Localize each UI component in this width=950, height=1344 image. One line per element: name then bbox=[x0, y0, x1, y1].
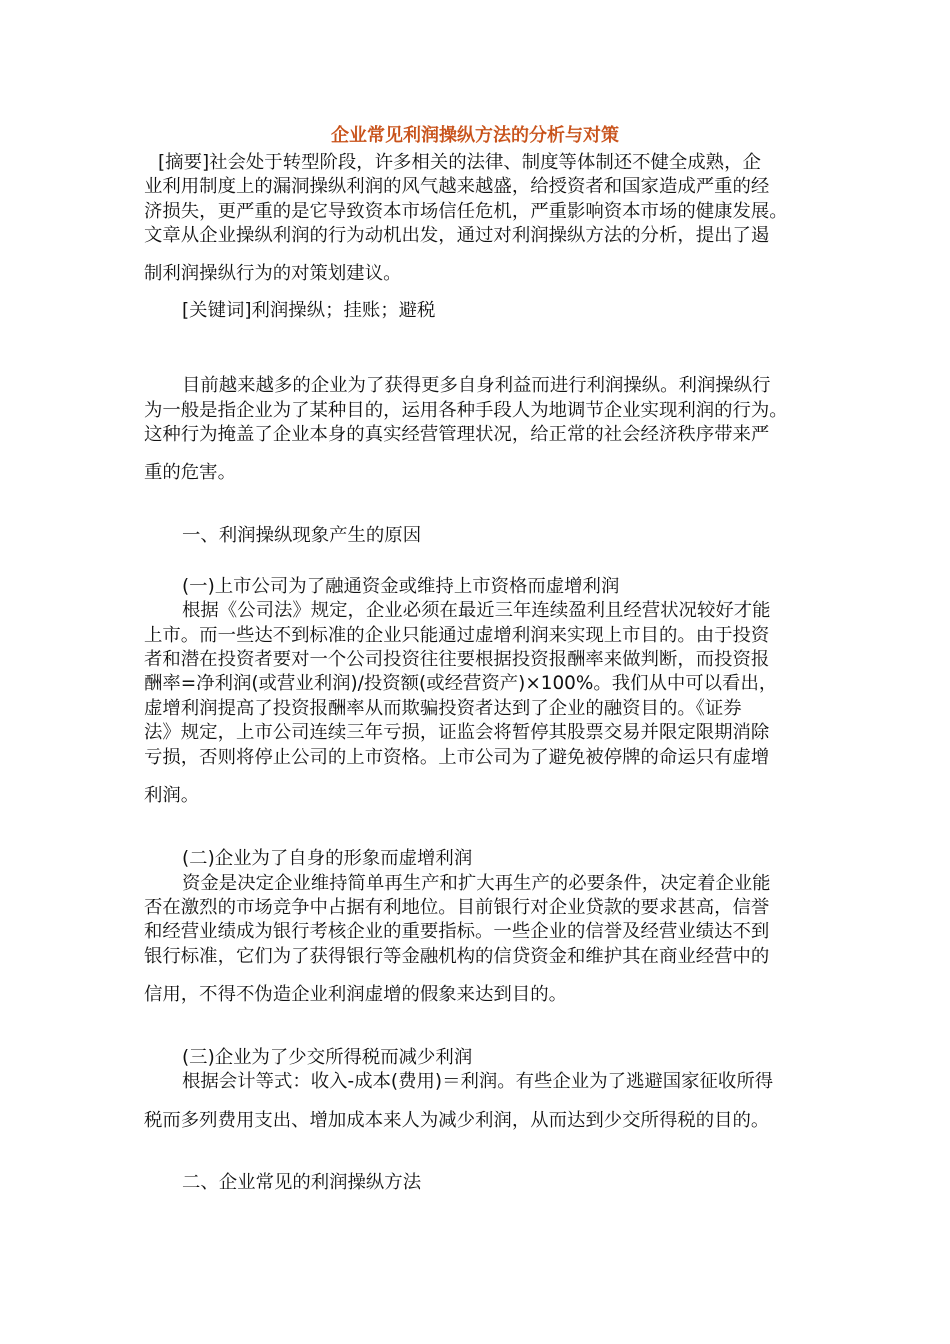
body-line: 酬率=净利润(或营业利润)/投资额(或经营资产)×100%。我们从中可以看出， bbox=[144, 673, 778, 694]
document-title: 企业常见利润操纵方法的分析与对策 bbox=[331, 125, 619, 146]
body-line: 利润。 bbox=[144, 785, 200, 806]
body-line: 法》规定，上市公司连续三年亏损，证监会将暂停其股票交易并限定限期消除 bbox=[144, 722, 770, 743]
body-line: 信用，不得不伪造企业利润虚增的假象来达到目的。 bbox=[144, 984, 567, 1005]
keywords-line: [关键词]利润操纵；挂账；避税 bbox=[182, 300, 436, 321]
intro-line: 重的危害。 bbox=[144, 462, 236, 483]
body-line: 者和潜在投资者要对一个公司投资往往要根据投资报酬率来做判断，而投资报 bbox=[144, 649, 770, 670]
subsection-heading: (一)上市公司为了融通资金或维持上市资格而虚增利润 bbox=[182, 576, 620, 597]
intro-line: 这种行为掩盖了企业本身的真实经营管理状况，给正常的社会经济秩序带来严 bbox=[144, 424, 770, 445]
subsection-heading: (三)企业为了少交所得税而减少利润 bbox=[182, 1047, 473, 1068]
abstract-line: 济损失，更严重的是它导致资本市场信任危机，严重影响资本市场的健康发展。 bbox=[144, 201, 788, 222]
subsection-heading: (二)企业为了自身的形象而虚增利润 bbox=[182, 848, 473, 869]
body-line: 银行标准，它们为了获得银行等金融机构的信贷资金和维护其在商业经营中的 bbox=[144, 946, 770, 967]
body-line: 和经营业绩成为银行考核企业的重要指标。一些企业的信誉及经营业绩达不到 bbox=[144, 921, 770, 942]
intro-line: 目前越来越多的企业为了获得更多自身利益而进行利润操纵。利润操纵行 bbox=[182, 375, 771, 396]
intro-line: 为一般是指企业为了某种目的，运用各种手段人为地调节企业实现利润的行为。 bbox=[144, 400, 788, 421]
abstract-line: 文章从企业操纵利润的行为动机出发，通过对利润操纵方法的分析，提出了遏 bbox=[144, 225, 770, 246]
abstract-line: 业利用制度上的漏洞操纵利润的风气越来越盛，给授资者和国家造成严重的经 bbox=[144, 176, 770, 197]
body-line: 税而多列费用支出、增加成本来人为减少利润，从而达到少交所得税的目的。 bbox=[144, 1110, 770, 1131]
body-line: 上市。而一些达不到标准的企业只能通过虚增利润来实现上市目的。由于投资 bbox=[144, 625, 770, 646]
body-line: 虚增利润提高了投资报酬率从而欺骗投资者达到了企业的融资目的。《证券 bbox=[144, 698, 742, 719]
body-line: 亏损，否则将停止公司的上市资格。上市公司为了避免被停牌的命运只有虚增 bbox=[144, 747, 770, 768]
body-line: 资金是决定企业维持简单再生产和扩大再生产的必要条件，决定着企业能 bbox=[182, 873, 771, 894]
section-heading: 一、利润操纵现象产生的原因 bbox=[182, 525, 422, 546]
body-line: 否在激烈的市场竞争中占据有利地位。目前银行对企业贷款的要求甚高，信誉 bbox=[144, 897, 770, 918]
section-heading: 二、企业常见的利润操纵方法 bbox=[182, 1172, 422, 1193]
abstract-line: [摘要]社会处于转型阶段，许多相关的法律、制度等体制还不健全成熟，企 bbox=[158, 152, 761, 173]
body-line: 根据《公司法》规定，企业必须在最近三年连续盈利且经营状况较好才能 bbox=[182, 600, 771, 621]
body-line: 根据会计等式：收入-成本(费用)＝利润。有些企业为了逃避国家征收所得 bbox=[182, 1071, 774, 1092]
abstract-line: 制利润操纵行为的对策划建议。 bbox=[144, 263, 402, 284]
